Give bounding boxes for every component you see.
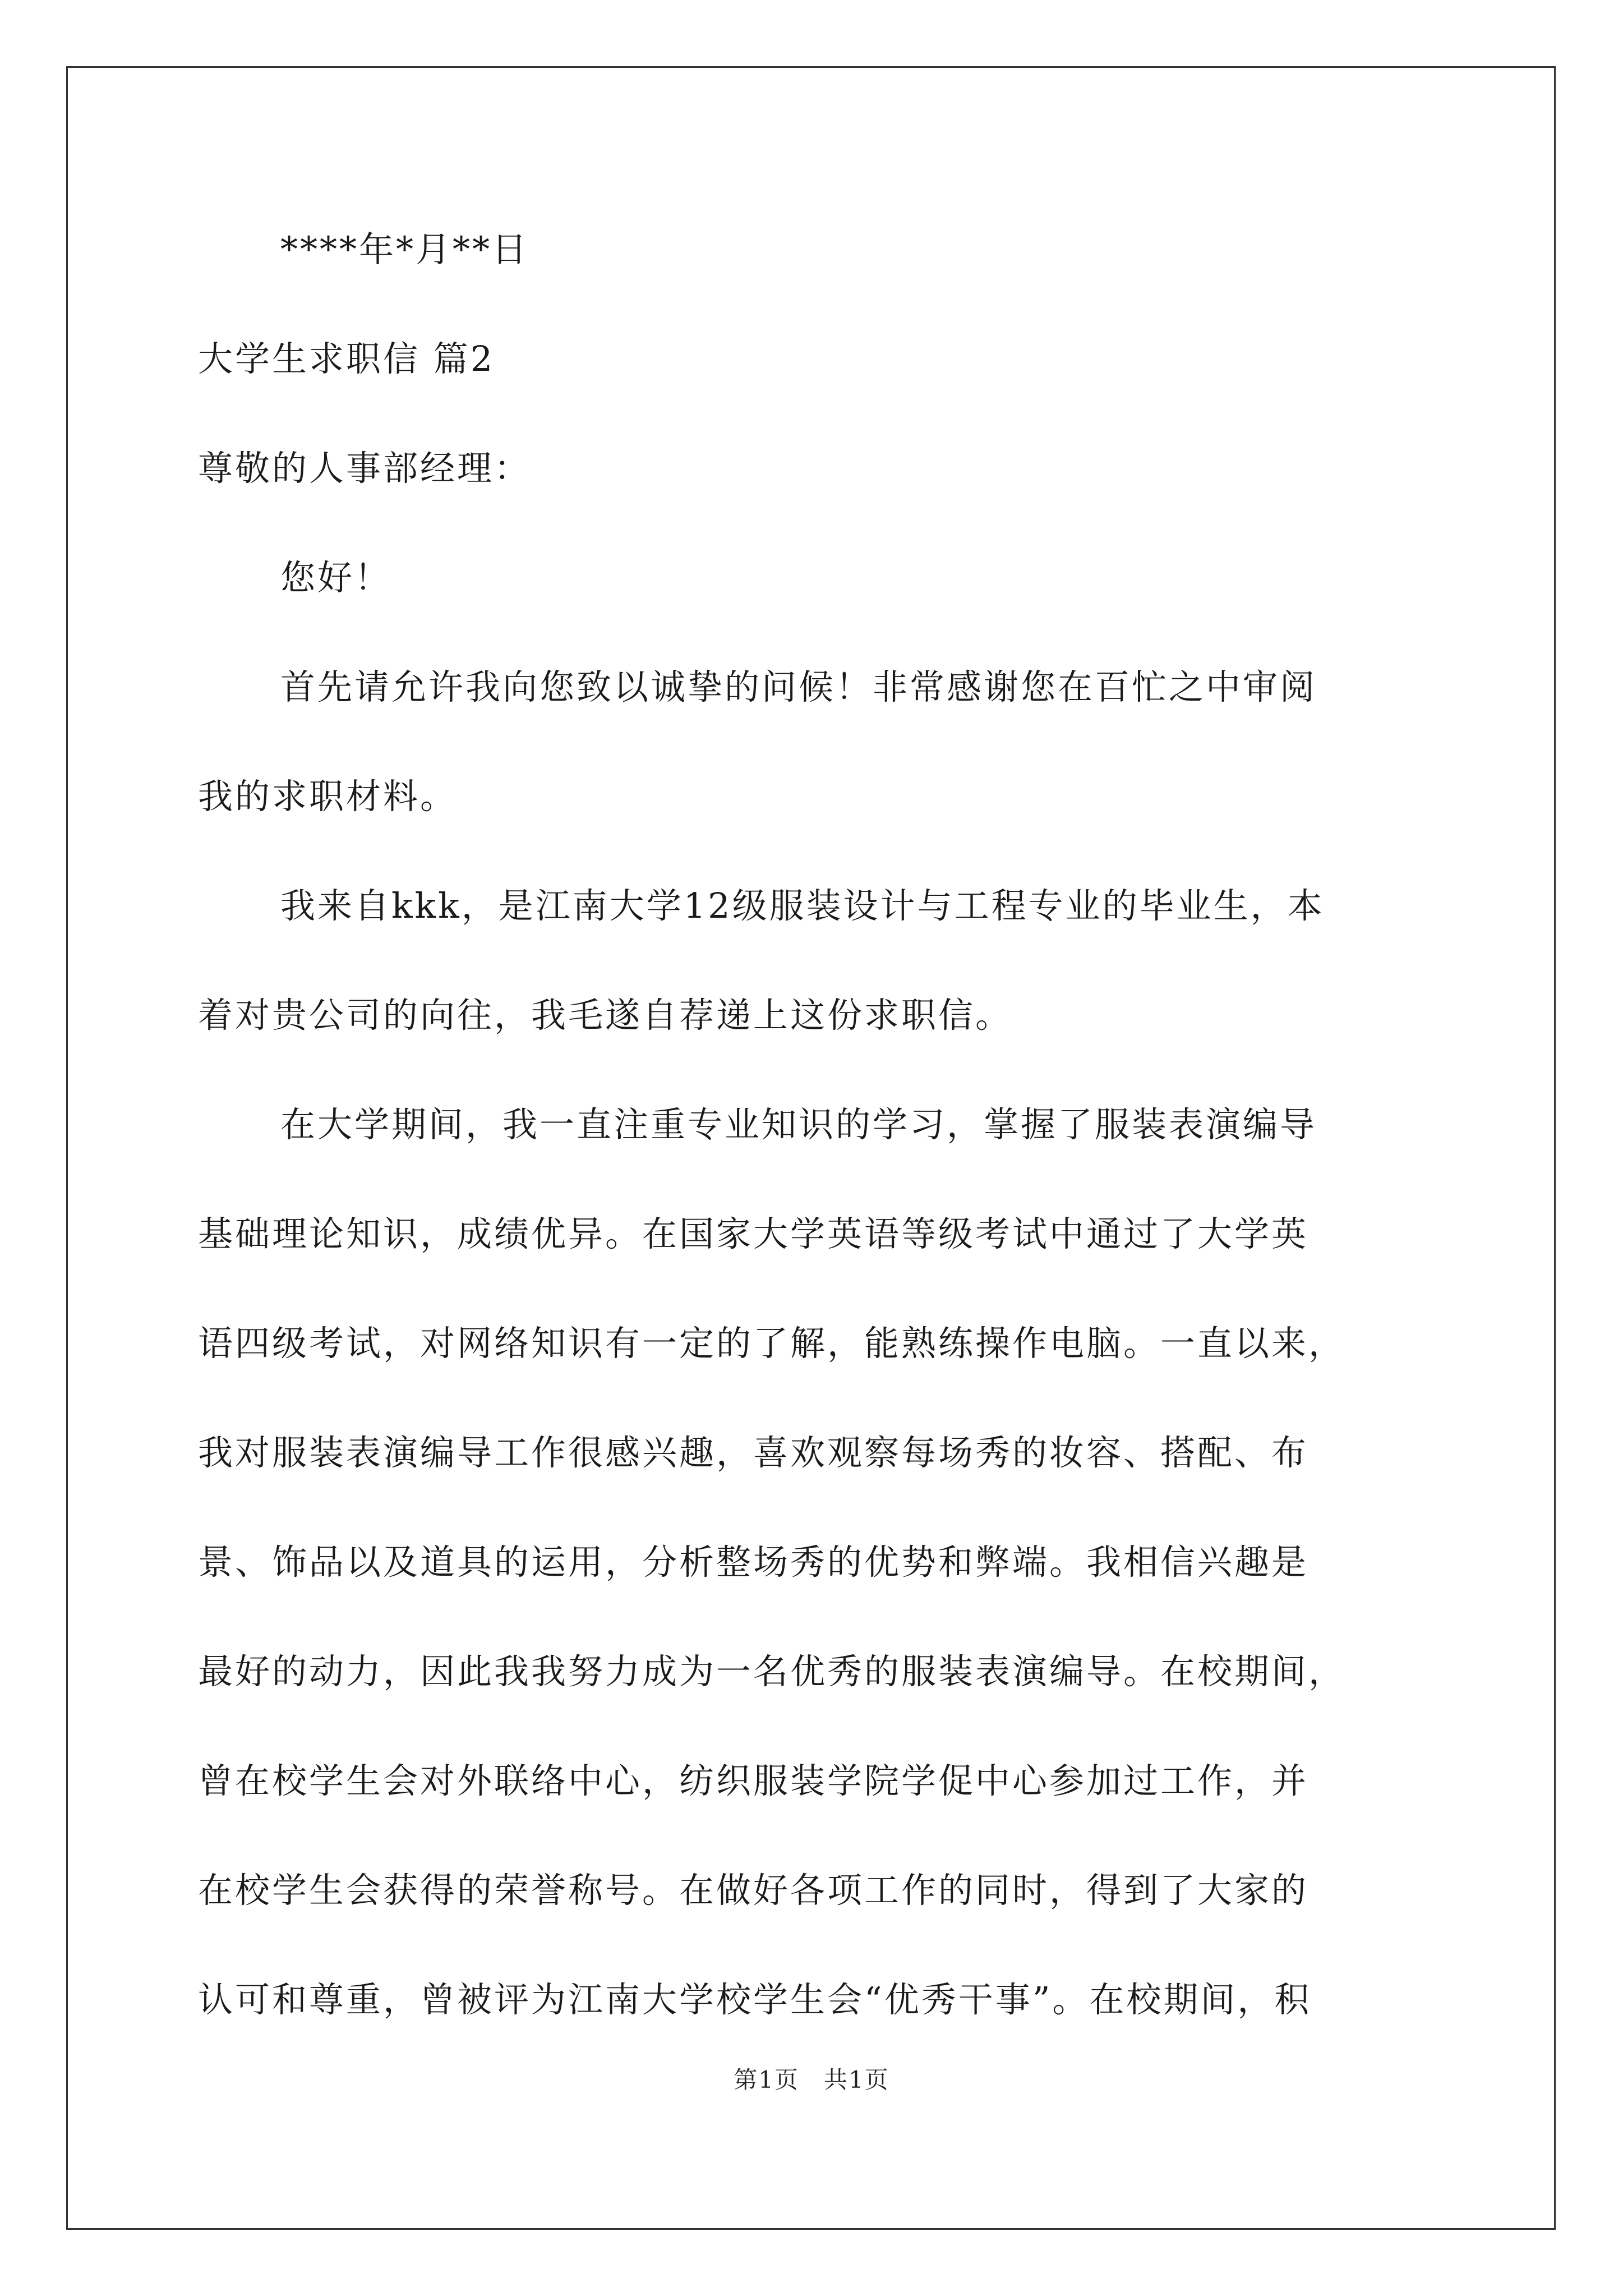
body-line: 语四级考试，对网络知识有一定的了解，能熟练操作电脑。一直以来， — [198, 1323, 1346, 1364]
body-line: 认可和尊重，曾被评为江南大学校学生会“优秀干事”。在校期间，积 — [198, 1979, 1312, 2020]
body-line: 我对服装表演编导工作很感兴趣，喜欢观察每场秀的妆容、搭配、布 — [198, 1432, 1309, 1473]
body-line: 在校学生会获得的荣誉称号。在做好各项工作的同时，得到了大家的 — [198, 1870, 1309, 1911]
body-line: 我的求职材料。 — [198, 776, 458, 817]
body-line: 着对贵公司的向往，我毛遂自荐递上这份求职信。 — [198, 995, 1013, 1036]
body-line: 我来自kkk，是江南大学12级服装设计与工程专业的毕业生，本 — [280, 885, 1325, 926]
body-line: 最好的动力，因此我我努力成为一名优秀的服装表演编导。在校期间， — [198, 1651, 1346, 1692]
body-line: 首先请允许我向您致以诚挚的问候！非常感谢您在百忙之中审阅 — [280, 666, 1317, 707]
body-line: 在大学期间，我一直注重专业知识的学习，掌握了服装表演编导 — [280, 1104, 1317, 1145]
greeting: 您好！ — [280, 557, 392, 598]
body-line: 景、饰品以及道具的运用，分析整场秀的优势和弊端。我相信兴趣是 — [198, 1542, 1309, 1582]
salutation: 尊敬的人事部经理： — [198, 448, 532, 489]
date-line: ****年*月**日 — [280, 229, 529, 270]
body-line: 曾在校学生会对外联络中心，纺织服装学院学促中心参加过工作，并 — [198, 1760, 1309, 1801]
body-line: 基础理论知识，成绩优异。在国家大学英语等级考试中通过了大学英 — [198, 1213, 1309, 1254]
page-footer: 第1页 共1页 — [734, 2066, 889, 2093]
letter-heading: 大学生求职信 篇2 — [198, 338, 495, 379]
